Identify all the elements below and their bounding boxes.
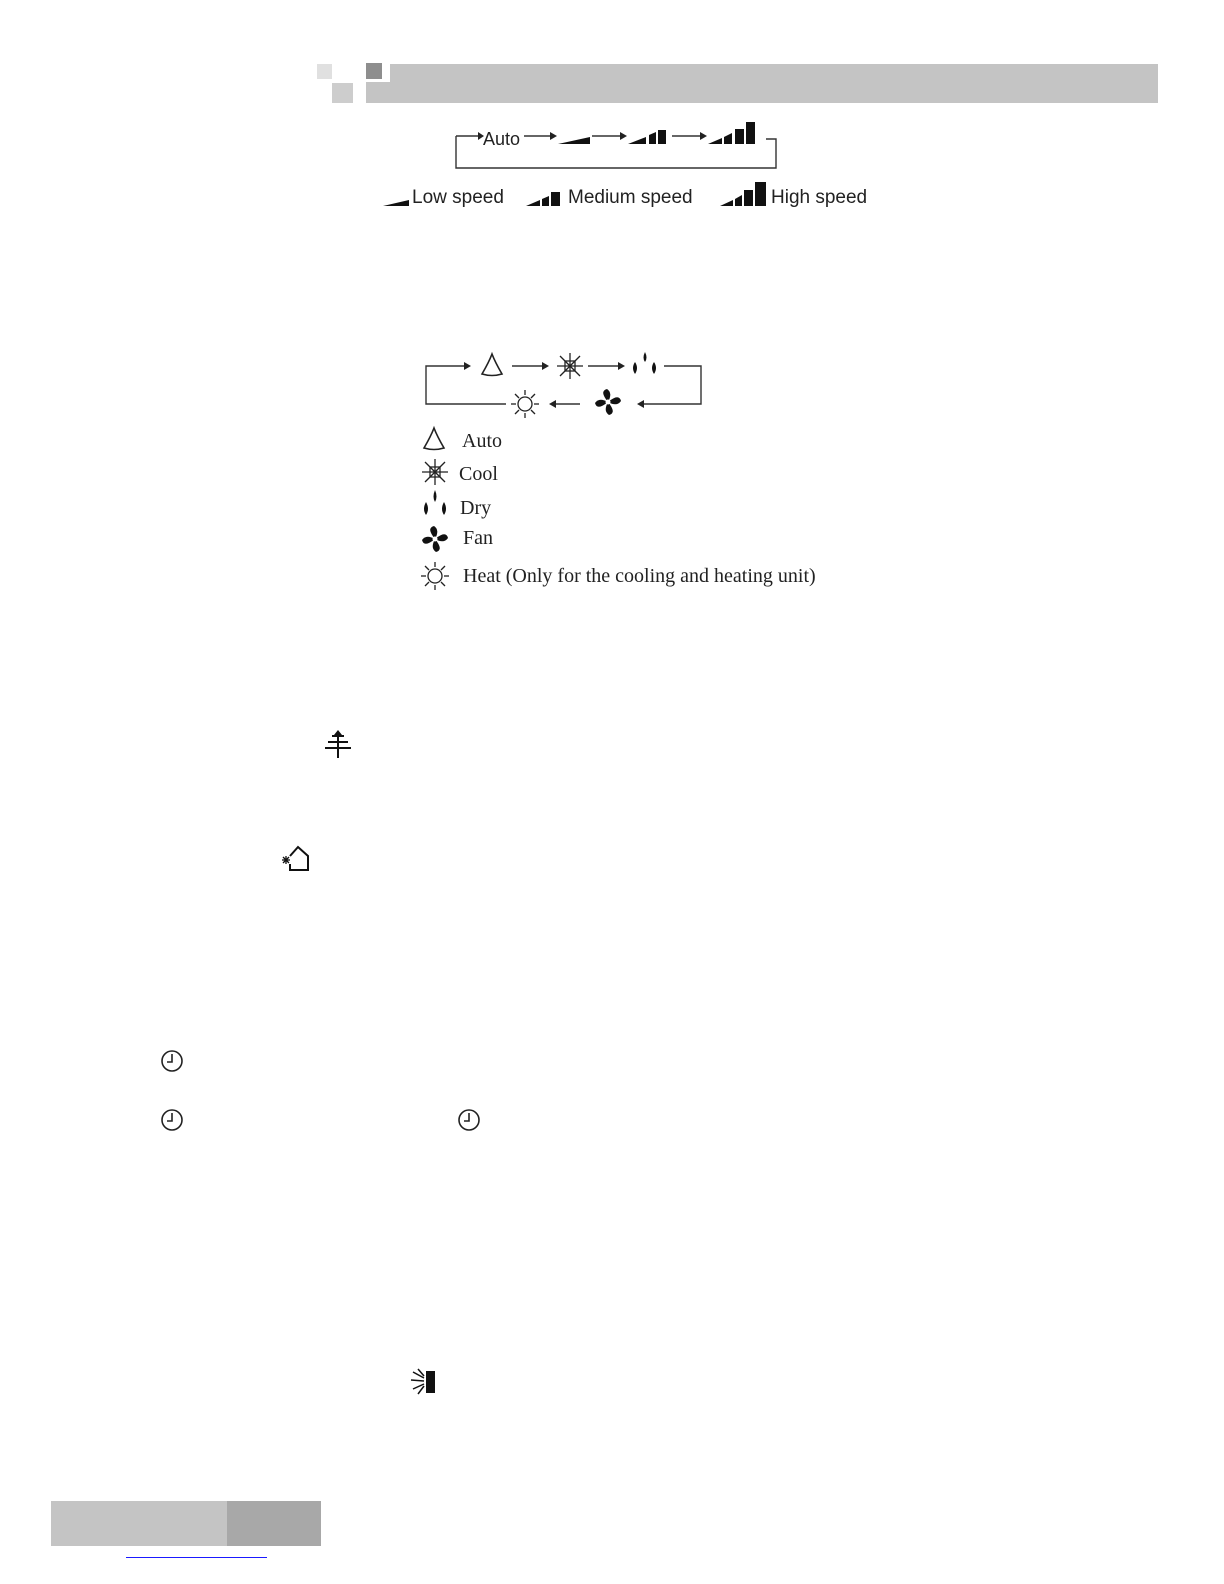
cycle-fan-icon	[593, 387, 623, 417]
header-square-mid	[332, 83, 353, 103]
cycle-heat-icon	[510, 389, 540, 419]
timer-icon	[457, 1108, 481, 1132]
fan-cycle-auto-label: Auto	[483, 129, 521, 149]
light-icon	[410, 1368, 438, 1396]
timer-icon	[160, 1108, 184, 1132]
legend-auto-mode-label: Auto	[462, 430, 502, 452]
legend-fan-label: Fan	[463, 527, 493, 549]
header-square-dark	[366, 63, 382, 79]
legend-dry-label: Dry	[460, 497, 492, 519]
legend-fan-icon	[420, 524, 450, 554]
legend-low-speed-icon	[383, 194, 409, 206]
low-speed-icon	[558, 130, 592, 144]
legend-dry-icon	[421, 489, 451, 517]
header-square-light	[317, 64, 332, 79]
legend-auto-mode-icon	[421, 426, 447, 452]
legend-medium-speed-label: Medium speed	[568, 187, 693, 208]
home-fresh-air-icon	[280, 842, 312, 874]
legend-cool-label: Cool	[459, 463, 498, 485]
legend-high-speed-label: High speed	[771, 187, 868, 208]
header-bar-top	[390, 64, 1158, 84]
medium-speed-icon	[628, 126, 670, 144]
high-speed-icon	[708, 120, 758, 144]
footer-link-underline[interactable]	[126, 1557, 267, 1558]
legend-cool-icon	[421, 458, 449, 486]
legend-high-speed-icon	[720, 180, 768, 206]
legend-low-speed-label: Low speed	[412, 187, 504, 208]
legend-heat-icon	[420, 561, 450, 591]
cycle-dry-icon	[630, 350, 660, 376]
health-tree-icon	[322, 730, 354, 760]
legend-medium-speed-icon	[526, 188, 562, 206]
header-bar	[366, 82, 1158, 103]
footer-bar-light	[51, 1501, 227, 1546]
timer-icon	[160, 1049, 184, 1073]
cycle-cool-icon	[556, 352, 584, 380]
legend-heat-label: Heat (Only for the cooling and heating unit)	[463, 565, 816, 587]
footer-bar-dark	[227, 1501, 321, 1546]
cycle-auto-mode-icon	[479, 352, 505, 378]
